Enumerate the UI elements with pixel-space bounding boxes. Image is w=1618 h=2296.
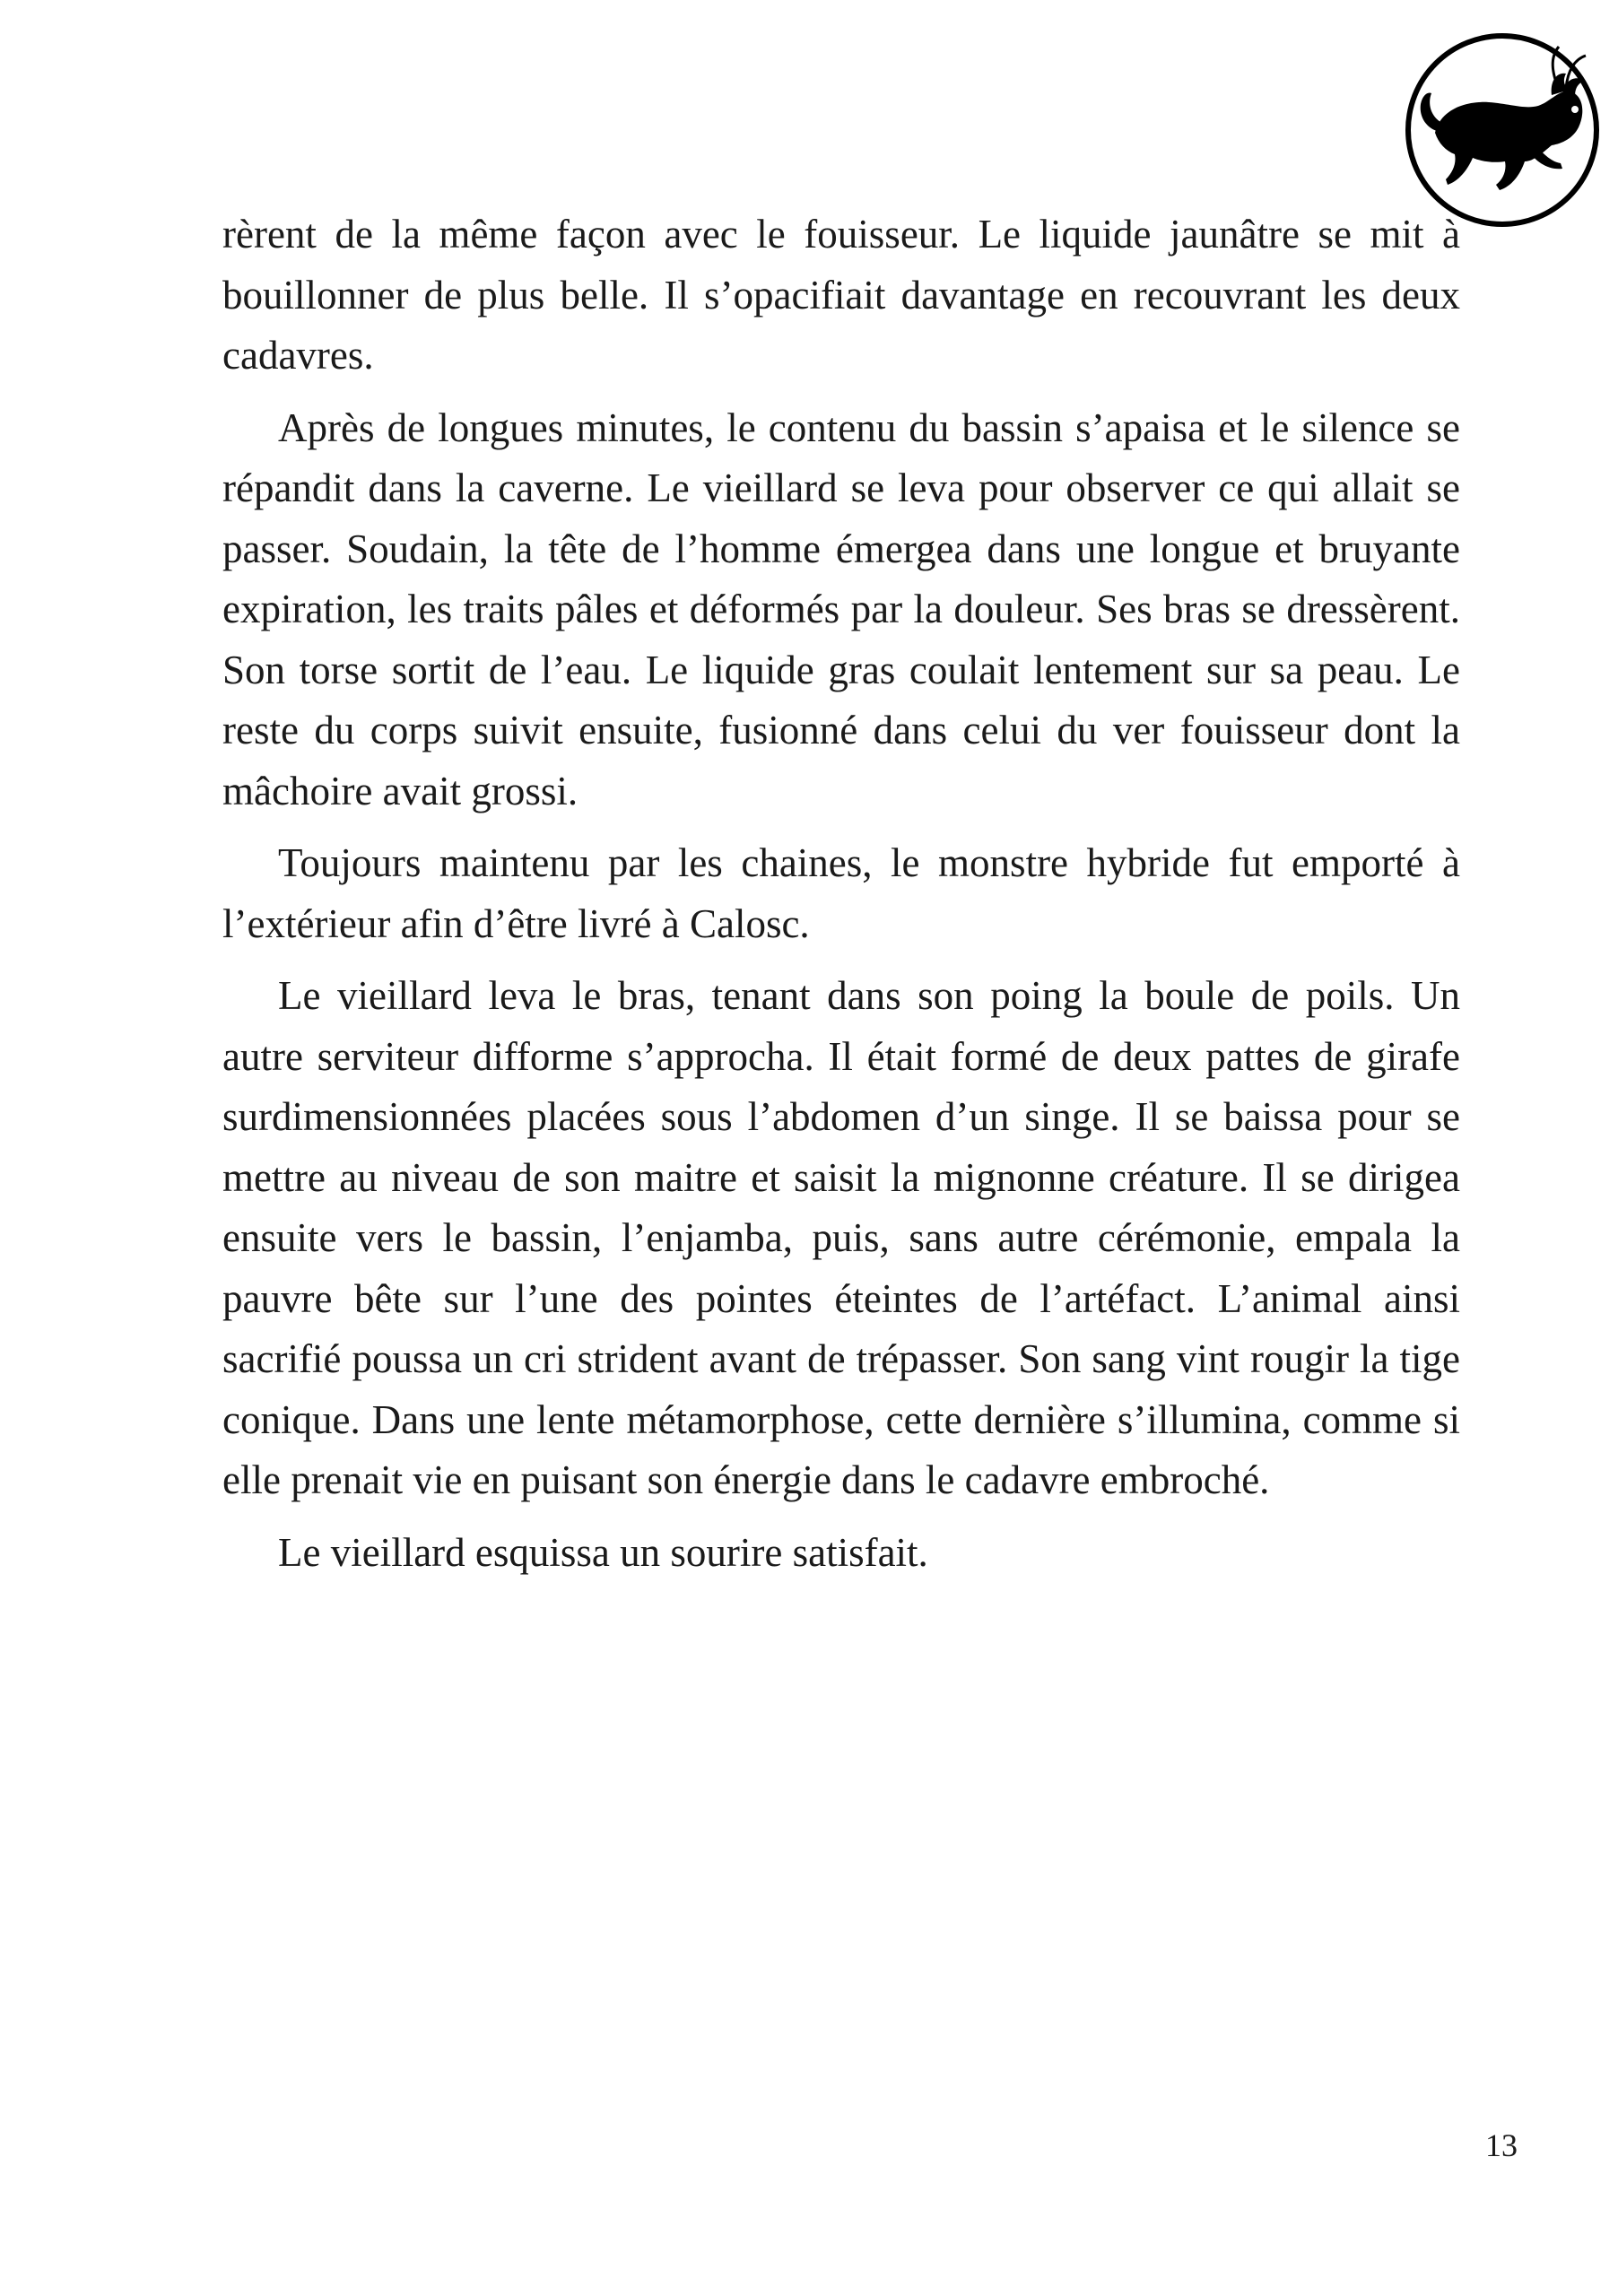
creature-emblem-icon — [1399, 27, 1605, 233]
paragraph-4: Le vieillard leva le bras, tenant dans son poing la boule de poils. Un autre serviteur difforme s’approcha. Il était formé de deux pattes de girafe surdimensionnées placées sous l’abdomen d’un singe. Il se baissa pour se mettre au niveau de son maitre et saisit la mignonne créature. Il se dirigea ensuite vers le bassin, l’enjamba, puis, sans autre cérémonie, empala la pauvre bête sur l’une des pointes éteintes de l’artéfact. L’animal ainsi sacrifié poussa un cri strident avant de trépasser. Son sang vint rougir la tige conique. Dans une lente métamorphose, cette dernière s’illumina, comme si elle prenait vie en puisant son énergie dans le cadavre embroché. — [222, 973, 1460, 1502]
page-number: 13 — [1485, 2127, 1518, 2163]
paragraph-2: Après de longues minutes, le contenu du bassin s’apaisa et le silence se répandit dans la caverne. Le vieillard se leva pour observer ce qui allait se passer. Soudain, la tête de l’homme émergea dans une longue et bruyante expiration, les traits pâles et déformés par la douleur. Ses bras se dressèrent. Son torse sortit de l’eau. Le liquide gras coulait lentement sur sa peau. Le reste du corps suivit ensuite, fusionné dans celui du ver fouisseur dont la mâchoire avait grossi. — [222, 404, 1460, 813]
body-text — [222, 204, 1460, 1595]
paragraph-3: Toujours maintenu par les chaines, le monstre hybride fut emporté à l’extérieur afin d’être livré à Calosc. — [222, 840, 1460, 946]
paragraph-5: Le vieillard esquissa un sourire satisfait. — [278, 1529, 928, 1575]
paragraph-1: rèrent de la même façon avec le fouisseur. Le liquide jaunâtre se mit à bouillonner de plus belle. Il s’opacifiait davantage en recouvrant les deux cadavres. — [222, 212, 1460, 378]
